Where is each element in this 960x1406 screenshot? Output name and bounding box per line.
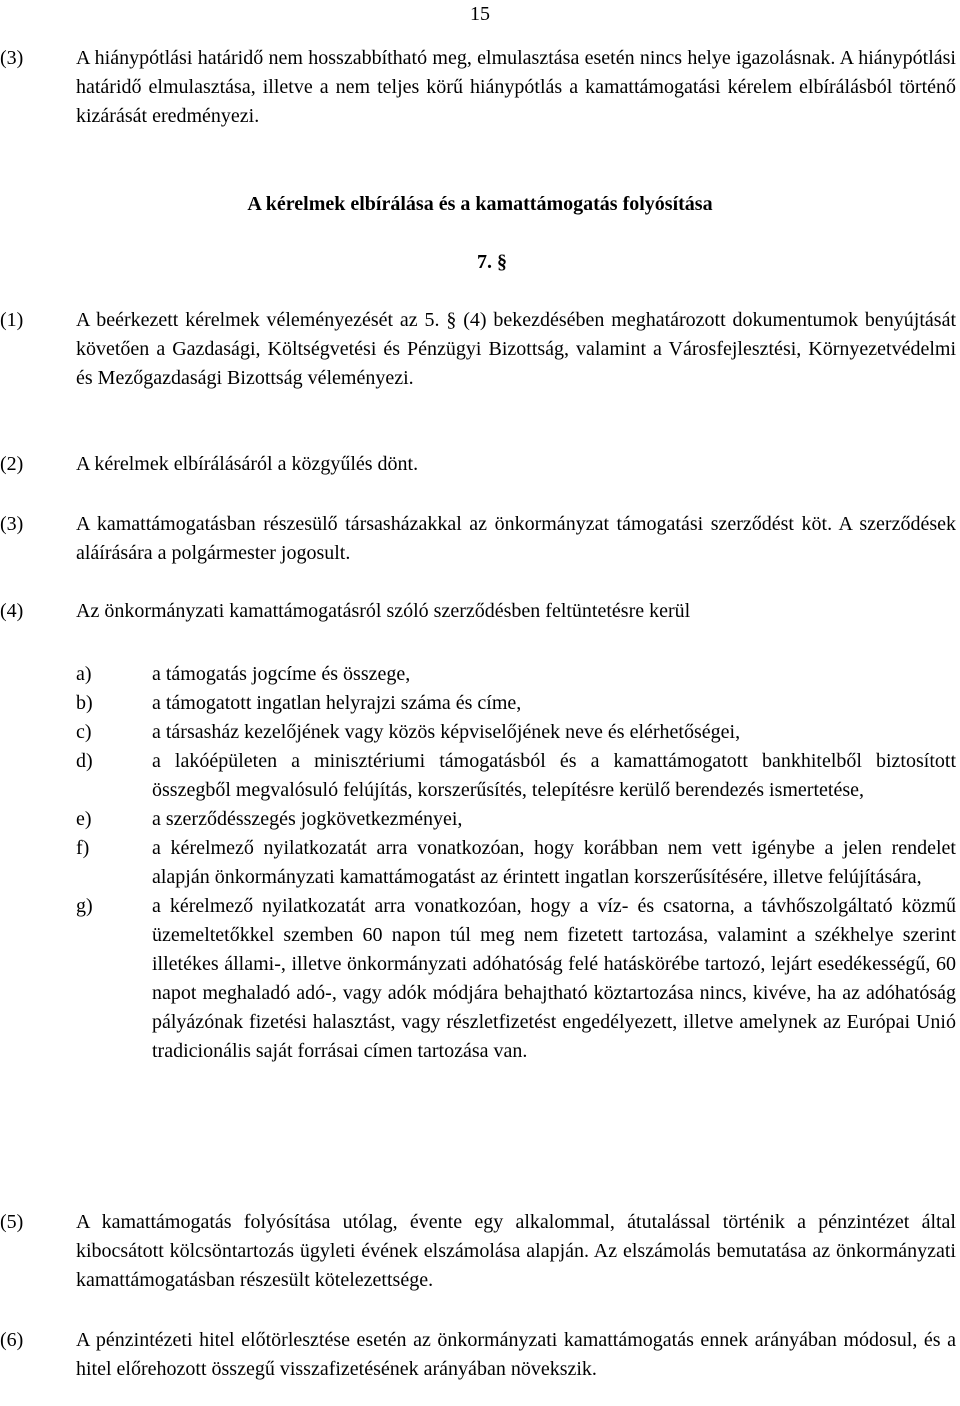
paragraph-6 [0, 1326, 956, 1384]
paragraph-5 [0, 1208, 956, 1295]
list-item [0, 834, 956, 892]
list-item [0, 660, 956, 689]
list-item [0, 747, 956, 805]
requirements-list [0, 660, 956, 1066]
paragraph-number: (1) [0, 309, 24, 331]
paragraph-number: (3) [0, 513, 24, 535]
intro-paragraph [0, 44, 956, 131]
list-item-letter: a) [76, 663, 92, 685]
list-item-letter: b) [76, 692, 93, 714]
section-number: 7. § [477, 251, 507, 273]
paragraph-text: A hiánypótlási határidő nem hosszabbítható meg, elmulasztása esetén nincs helye igazolásnak. A hiánypótlási határidő elmulasztása, illetve a nem teljes körű hiánypótlás a kamattámogatási kérelem elbírálásból történő kizárását eredményezi. [76, 47, 956, 127]
list-item-text: a támogatott ingatlan helyrajzi száma és címe, [152, 692, 522, 714]
paragraph-3 [0, 510, 956, 568]
paragraph-1 [0, 306, 956, 393]
list-item-letter: c) [76, 721, 92, 743]
list-item-letter: g) [76, 895, 93, 917]
paragraph-text: A kamattámogatásban részesülő társasházakkal az önkormányzat támogatási szerződést köt. A szerződések aláírására a polgármester jogosult. [76, 513, 956, 564]
list-item-text: a kérelmező nyilatkozatát arra vonatkozóan, hogy korábban nem vett igénybe a jelen rendelet alapján önkormányzati kamattámogatást az érintett ingatlan korszerűsítésére, illetve felújítására, [152, 837, 956, 888]
list-item-letter: f) [76, 837, 90, 859]
list-item [0, 689, 956, 718]
paragraph-text: A beérkezett kérelmek véleményezését az 5. § (4) bekezdésében meghatározott dokumentumok benyújtását követően a Gazdasági, Költségvetési és Pénzügyi Bizottság, valamint a Városfejlesztési, Környezetvédelmi és Mezőgazdasági Bizottság véleményezi. [76, 309, 956, 389]
list-item [0, 892, 956, 1066]
paragraph-number: (6) [0, 1329, 24, 1351]
list-item [0, 718, 956, 747]
paragraph-4 [0, 597, 956, 626]
list-item-text: a kérelmező nyilatkozatát arra vonatkozóan, hogy a víz- és csatorna, a távhőszolgáltató közmű üzemeltetőkkel szemben 60 napon túl meg nem fizetett tartozása, valamint a székhelye szerint illetékes állami-, illetve önkormányzati adóhatóság felé hatáskörébe tartozó, lejárt esedékességű, 60 napot meghaladó adó-, vagy adók módjára behajtható köztartozása nincs, kivéve, ha az adóhatóság pályázónak fizetési halasztást, vagy részletfizetést engedélyezett, illetve amelynek az Európai Unió tradicionális saját forrásai címen tartozása van. [152, 895, 956, 1062]
page-number: 15 [470, 3, 490, 25]
list-item-text: a támogatás jogcíme és összege, [152, 663, 411, 685]
list-item-letter: d) [76, 750, 93, 772]
paragraph-number: (2) [0, 453, 24, 475]
paragraph-text: A kamattámogatás folyósítása utólag, évente egy alkalommal, átutalással történik a pénzintézet által kibocsátott kölcsöntartozás ügyleti évének elszámolása alapján. Az elszámolás bemutatása az önkormányzati kamattámogatásban részesült kötelezettsége. [76, 1211, 956, 1291]
section-heading: A kérelmek elbírálása és a kamattámogatás folyósítása [247, 193, 713, 215]
paragraph-number: (3) [0, 47, 24, 69]
paragraph-text: A kérelmek elbírálásáról a közgyűlés dönt. [76, 453, 419, 475]
list-item [0, 805, 956, 834]
paragraph-number: (4) [0, 600, 24, 622]
list-item-text: a szerződésszegés jogkövetkezményei, [152, 808, 463, 830]
paragraph-2 [0, 450, 956, 479]
list-item-text: a társasház kezelőjének vagy közös képviselőjének neve és elérhetőségei, [152, 721, 741, 743]
list-item-letter: e) [76, 808, 92, 830]
list-item-text: a lakóépületen a minisztériumi támogatásból és a kamattámogatott bankhitelből biztosított összegből megvalósuló felújítás, korszerűsítés, telepítésre kerülő berendezés ismertetése, [152, 750, 956, 801]
paragraph-text: A pénzintézeti hitel előtörlesztése esetén az önkormányzati kamattámogatás ennek arányában módosul, és a hitel előrehozott összegű visszafizetésének arányában növekszik. [76, 1329, 956, 1380]
paragraph-number: (5) [0, 1211, 24, 1233]
paragraph-text: Az önkormányzati kamattámogatásról szóló szerződésben feltüntetésre kerül [76, 600, 691, 622]
